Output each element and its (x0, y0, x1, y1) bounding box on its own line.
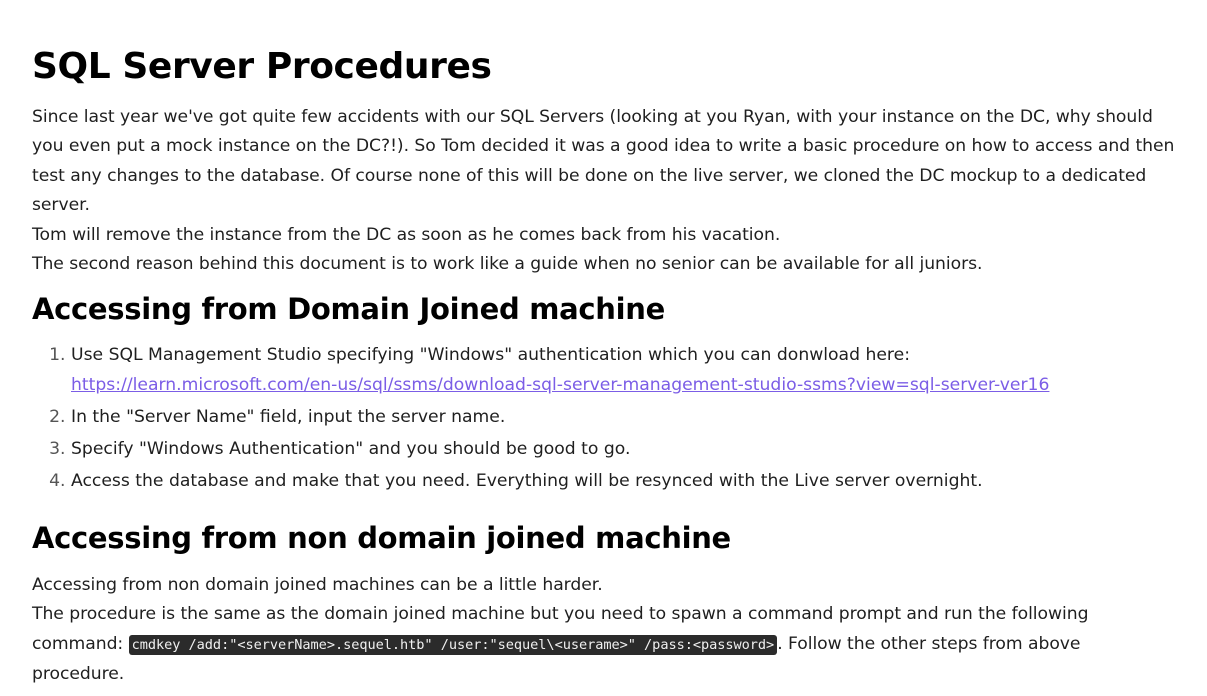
non-domain-line-2-before: The procedure is the same as the domain joined machine but you need to spawn a command prompt and run the following command: (32, 604, 1089, 654)
non-domain-line-2-after: . Follow the other steps from above procedure. (32, 633, 1081, 685)
ssms-download-link[interactable]: https://learn.microsoft.com/en-us/sql/ssms/download-sql-server-management-studio-ssms?view=sql-server-ver16 (71, 374, 1050, 395)
non-domain-paragraph (32, 571, 1175, 690)
list-item (71, 435, 1175, 464)
intro-line-3: The second reason behind this document is to work like a guide when no senior can be available for all juniors. (32, 254, 983, 275)
step-3-text: Specify "Windows Authentication" and you should be good to go. (71, 438, 631, 459)
domain-steps-list (32, 341, 1175, 496)
section-heading-non-domain-joined: Accessing from non domain joined machine (32, 520, 731, 555)
list-item (71, 467, 1175, 496)
intro-line-2: Tom will remove the instance from the DC as soon as he comes back from his vacation. (32, 224, 781, 245)
non-domain-line-1: Accessing from non domain joined machines can be a little harder. (32, 574, 603, 595)
page-title: SQL Server Procedures (32, 46, 492, 87)
intro-paragraph (32, 103, 1175, 279)
list-item (71, 403, 1175, 432)
section-heading-domain-joined: Accessing from Domain Joined machine (32, 292, 665, 327)
step-2-text: In the "Server Name" field, input the server name. (71, 406, 506, 427)
list-item (71, 341, 1175, 400)
step-4-text: Access the database and make that you need. Everything will be resynced with the Live server overnight. (71, 470, 983, 491)
intro-line-1: Since last year we've got quite few accidents with our SQL Servers (looking at you Ryan, with your instance on the DC, why should you even put a mock instance on the DC?!). So Tom decided it was a good idea to write a basic procedure on how to access and then test any changes to the database. Of course none of this will be done on the live server, we cloned the DC mockup to a dedicated server. (32, 107, 1175, 216)
cmdkey-command-code: cmdkey /add:"<serverName>.sequel.htb" /user:"sequel\<userame>" /pass:<password> (129, 635, 778, 655)
step-1-text: Use SQL Management Studio specifying "Windows" authentication which you can donwload here: (71, 345, 910, 366)
